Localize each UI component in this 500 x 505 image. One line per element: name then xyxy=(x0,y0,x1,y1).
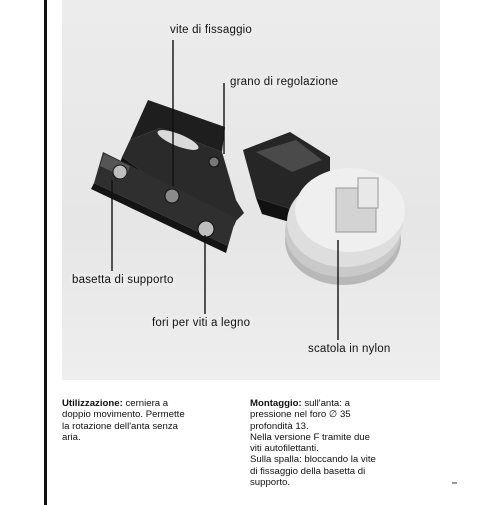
caption-line: doppio movimento. Permette xyxy=(62,409,185,421)
wood-screw-hole xyxy=(113,165,127,179)
adjustment-screw xyxy=(209,157,219,167)
caption-line: aria. xyxy=(62,431,81,443)
caption-line: viti autofilettanti. xyxy=(250,443,319,455)
caption-line: di fissaggio della basetta di xyxy=(250,465,366,477)
label-basetta-di-supporto: basetta di supporto xyxy=(72,274,174,286)
caption-line: Nella versione F tramite due xyxy=(250,431,370,443)
label-fori-per-viti: fori per viti a legno xyxy=(152,317,251,329)
caption-line: supporto. xyxy=(250,477,291,489)
caption-heading: Montaggio: xyxy=(250,398,302,409)
label-scatola-in-nylon: scatola in nylon xyxy=(308,343,391,355)
caption-utilizzazione xyxy=(62,398,212,443)
margin-mark xyxy=(452,482,457,484)
caption-line: Sulla spalla: bloccando la vite xyxy=(250,454,376,466)
caption-montaggio xyxy=(250,398,445,488)
caption-line: profondità 13. xyxy=(250,420,309,432)
caption-line: la rotazione dell'anta senza xyxy=(62,420,178,432)
label-grano-di-regolazione: grano di regolazione xyxy=(230,76,339,88)
fixing-screw xyxy=(165,189,179,203)
label-vite-di-fissaggio: vite di fissaggio xyxy=(170,24,253,36)
caption-line: pressione nel foro ∅ 35 xyxy=(250,409,351,421)
caption-heading: Utilizzazione: xyxy=(62,398,123,409)
caption-line: sull'anta: a xyxy=(304,398,350,409)
wood-screw-hole xyxy=(198,221,214,237)
caption-line: cerniera a xyxy=(125,398,169,409)
